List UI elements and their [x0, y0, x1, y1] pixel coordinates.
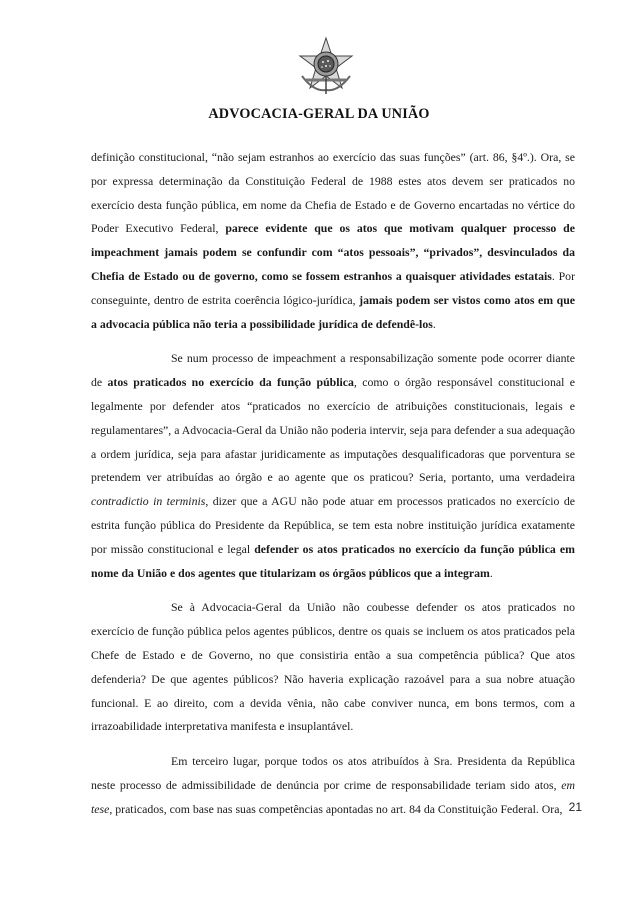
- brazil-coat-of-arms-icon: [296, 36, 356, 96]
- paragraph: [91, 596, 575, 739]
- italic-text: em tese: [91, 777, 575, 816]
- paragraph-text: definição constitucional, “não sejam estranhos ao exercício das suas funções” (art. 86, §4º.). Ora, se por expressa determinação da Constituição Federal de 1988 estes atos devem ser praticados no exercício desta função pública, em nome da Chefia de Estado e de Governo encartadas no vértice do Poder Executivo Federal,: [91, 150, 575, 236]
- bold-text: atos praticados no exercício da função pública: [107, 375, 354, 390]
- document-body: [91, 146, 575, 822]
- paragraph-text: Se à Advocacia-Geral da União não coubesse defender os atos praticados no exercício de função pública pelos agentes públicos, dentre os quais se incluem os atos praticados pela Chefe de Estado e de Governo, no que consistiria então a sua competência pública? Que atos defenderia? De que agentes públicos? Não haveria explicação razoável para a sua nobre atuação funcional. E ao direito, com a devida vênia, não cabe conviver nunca, em bons termos, com a irrazoabilidade interpretativa manifesta e insuplantável.: [91, 600, 575, 734]
- bold-text: defender os atos praticados no exercício da função pública em nome da União e dos agentes que titularizam os órgãos públicos que a integram: [91, 541, 575, 580]
- paragraph-text: Em terceiro lugar, porque todos os atos atribuídos à Sra. Presidenta da República neste processo de admissibilidade de denúncia por crime de responsabilidade teriam sido atos,: [91, 754, 575, 792]
- paragraph-text: Se num processo de impeachment a responsabilização somente pode ocorrer diante de: [91, 351, 575, 390]
- paragraph-text: , praticados, com base nas suas competências apontadas no art. 84 da Constituição Federal. Ora,: [109, 801, 563, 816]
- bold-text: parece evidente que os atos que motivam qualquer processo de impeachment jamais podem se confundir com “atos pessoais”, “privados”, desvinculados da Chefia de Estado ou de governo, como se fossem estranhos a quaisquer atividades estatais: [91, 221, 575, 283]
- page-number: 21: [568, 800, 582, 814]
- paragraph: [91, 750, 575, 821]
- paragraph-text: , como o órgão responsável constitucional e legalmente por defender atos “praticados no exercício de atribuições constitucionais, legais e regulamentares”, a Advocacia-Geral da União não poderia intervir, seja para defender a sua adequação a ordem jurídica, seja para afastar juridicamente as imputações desqualificadoras que porventura se pretendem ver atribuídas ao órgão e ao agente que os praticou? Seria, portanto, uma verdadeira: [91, 375, 575, 485]
- header-title: ADVOCACIA-GERAL DA UNIÃO: [208, 106, 430, 122]
- paragraph-text: .: [489, 565, 493, 580]
- paragraph-text: .: [432, 316, 436, 331]
- paragraph: [91, 146, 575, 336]
- bold-text: jamais podem ser vistos como atos em que a advocacia pública não teria a possibilidade jurídica de defendê-los: [91, 292, 575, 331]
- paragraph-text: , dizer que a AGU não pode atuar em processos praticados no exercício de estrita função pública do Presidente da República, se tem esta nobre instituição jurídica exatamente por missão constitucional e legal: [91, 494, 575, 556]
- italic-text: contradictio in terminis: [91, 494, 206, 509]
- paragraph-text: . Por conseguinte, dentro de estrita coerência lógico-jurídica,: [91, 268, 575, 307]
- paragraph: [91, 347, 575, 585]
